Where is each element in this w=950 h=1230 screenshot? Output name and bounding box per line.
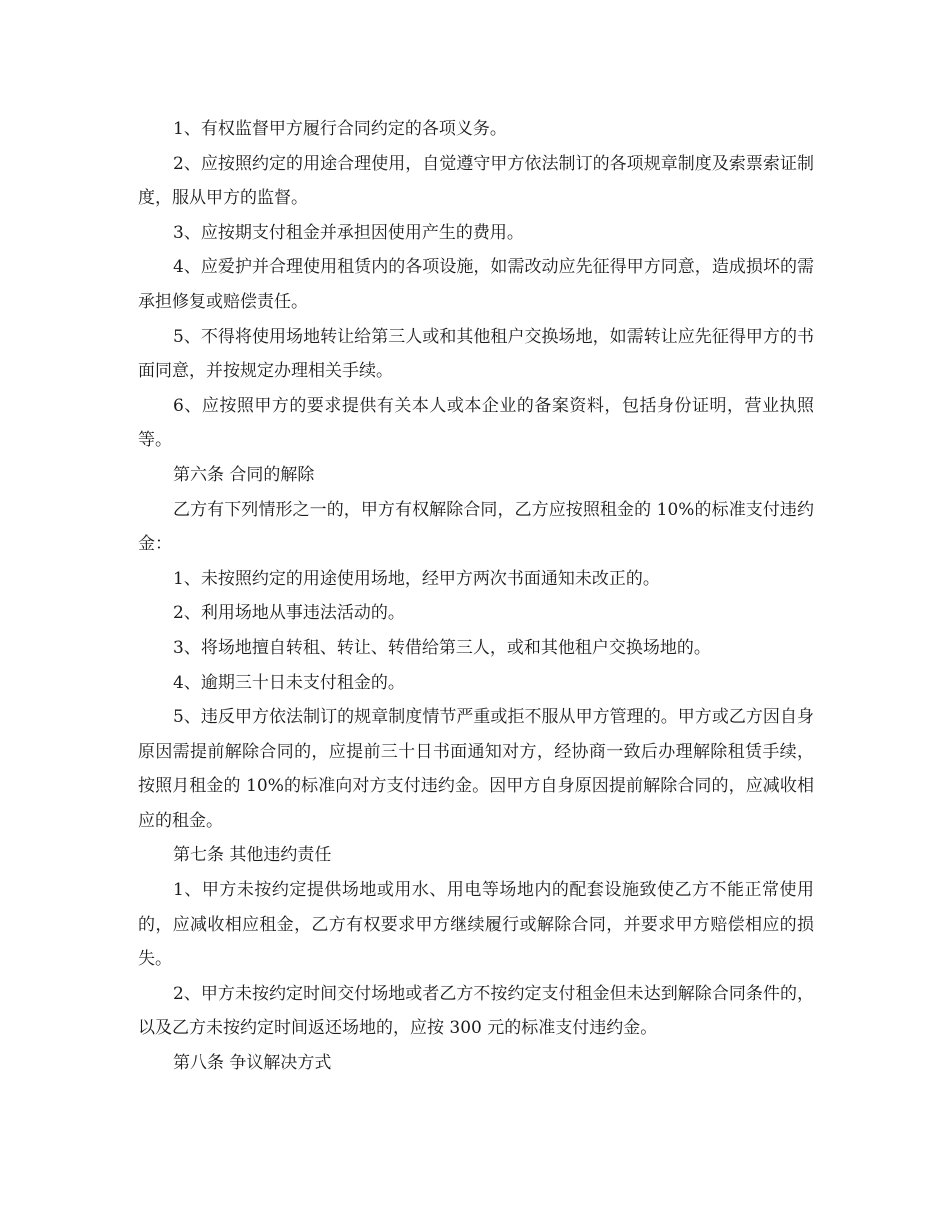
clause-item-4: 4、应爱护并合理使用租赁内的各项设施，如需改动应先征得甲方同意，造成损坏的需承担修复或赔偿责任。 [138,257,814,312]
termination-item-2: 2、利用场地从事违法活动的。 [173,603,405,624]
termination-intro: 乙方有下列情形之一的，甲方有权解除合同，乙方应按照租金的 10%的标准支付违约金： [138,499,814,555]
clause-item-5: 5、不得将使用场地转让给第三人或和其他租户交换场地，如需转让应先征得甲方的书面同意，并按规定办理相关手续。 [138,326,814,382]
article-8-heading: 第八条 争议解决方式 [173,1053,332,1074]
termination-item-1: 1、未按照约定的用途使用场地，经甲方两次书面通知未改正的。 [173,568,660,589]
liability-item-1: 1、甲方未按约定提供场地或用水、用电等场地内的配套设施致使乙方不能正常使用的，应减收相应租金，乙方有权要求甲方继续履行或解除合同，并要求甲方赔偿相应的损失。 [138,880,814,970]
clause-item-6: 6、应按照甲方的要求提供有关本人或本企业的备案资料，包括身份证明，营业执照等。 [138,395,814,451]
clause-item-2: 2、应按照约定的用途合理使用，自觉遵守甲方依法制订的各项规章制度及索票索证制度，服从甲方的监督。 [138,153,814,209]
article-6-heading: 第六条 合同的解除 [173,464,315,485]
article-7-heading: 第七条 其他违约责任 [173,845,332,866]
liability-item-2: 2、甲方未按约定时间交付场地或者乙方不按约定支付租金但未达到解除合同条件的，以及乙方未按约定时间返还场地的，应按 300 元的标准支付违约金。 [138,983,814,1039]
document-page [138,112,814,1081]
termination-item-5: 5、违反甲方依法制订的规章制度情节严重或拒不服从甲方管理的。甲方或乙方因自身原因需提前解除合同的，应提前三十日书面通知对方，经协商一致后办理解除租赁手续，按照月租金的 10%的标准向对方支付违约金。因甲方自身原因提前解除合同的，应减收相应的租金。 [138,707,814,831]
termination-item-3: 3、将场地擅自转租、转让、转借给第三人，或和其他租户交换场地的。 [173,637,711,658]
termination-item-4: 4、逾期三十日未支付租金的。 [173,672,405,693]
clause-item-1: 1、有权监督甲方履行合同约定的各项义务。 [173,119,507,139]
clause-item-3: 3、应按期支付租金并承担因使用产生的费用。 [173,222,524,243]
